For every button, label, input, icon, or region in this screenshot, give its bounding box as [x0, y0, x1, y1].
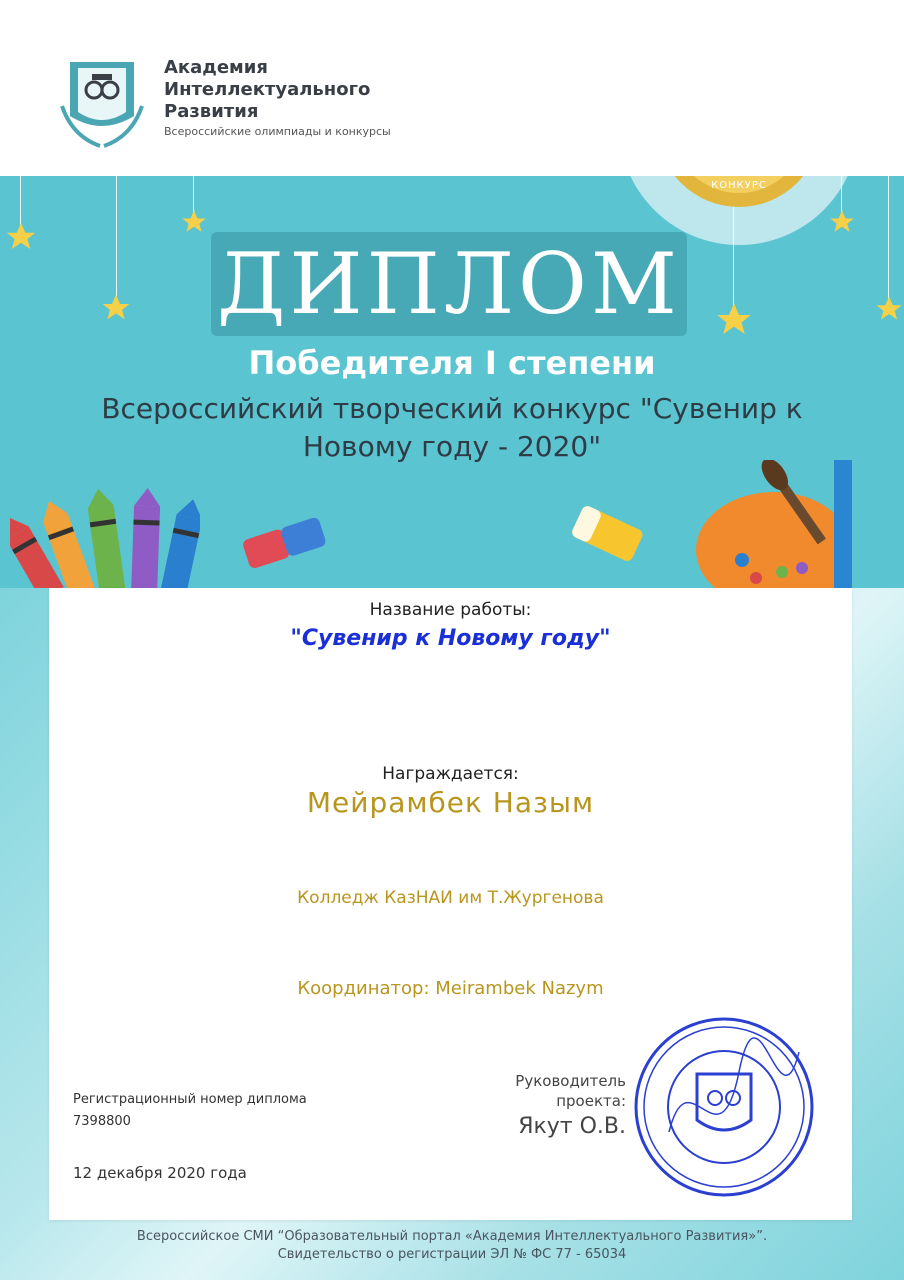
awardee-name: Мейрамбек Назым — [306, 786, 595, 819]
awarded-label: Награждается: — [382, 764, 519, 784]
star-icon — [874, 294, 904, 324]
issue-date: 12 декабря 2020 года — [73, 1164, 247, 1182]
palette-icon — [694, 460, 904, 588]
contest-name: Всероссийский творческий конкурс "Сувенир к Новому году - 2020" — [101, 392, 803, 463]
star-icon — [714, 300, 754, 340]
logo-name-3: Развития — [164, 101, 259, 122]
diploma-card — [49, 588, 852, 1220]
work-title: "Сувенир к Новому году" — [290, 626, 611, 651]
footer — [0, 1228, 904, 1264]
footer-line-2: Свидетельство о регистрации ЭЛ № ФС 77 - 65034 — [277, 1247, 627, 1262]
star-icon — [4, 220, 38, 254]
crayons-icon — [10, 486, 200, 588]
institution: Колледж КазНАИ им Т.Жургенова — [297, 888, 604, 908]
head-name: Якут О.В. — [518, 1114, 626, 1139]
footer-line-1: Всероссийское СМИ “Образовательный портал «Академия Интеллектуального Развития»”. — [136, 1229, 768, 1244]
diploma-title: ДИПЛОМ — [217, 235, 681, 333]
badge-top-text: ДИСТАНЦИОННЫЙ — [672, 82, 806, 95]
badge-main-text: ПОБЕДИТЕЛЬ — [660, 130, 818, 154]
official-stamp — [629, 1012, 819, 1202]
head-label-2: проекта: — [556, 1092, 626, 1110]
star-icon — [100, 292, 132, 324]
work-label: Название работы: — [369, 600, 532, 620]
logo-tagline: Всероссийские олимпиады и конкурсы — [164, 125, 391, 138]
eraser-icon — [238, 512, 330, 572]
logo-name-1: Академия — [164, 57, 268, 78]
reg-number: 7398800 — [73, 1114, 131, 1129]
star-icon — [180, 208, 208, 236]
head-label-1: Руководитель — [515, 1072, 626, 1090]
badge-bottom-text: КОНКУРС — [711, 180, 767, 191]
degree-title: Победителя I степени — [248, 344, 656, 382]
glue-stick-icon — [566, 502, 646, 566]
coordinator: Координатор: Meirambek Nazym — [297, 978, 604, 999]
reg-label: Регистрационный номер диплома — [73, 1092, 307, 1107]
academy-logo-icon — [52, 56, 152, 152]
logo-name-2: Интеллектуального — [164, 79, 371, 100]
